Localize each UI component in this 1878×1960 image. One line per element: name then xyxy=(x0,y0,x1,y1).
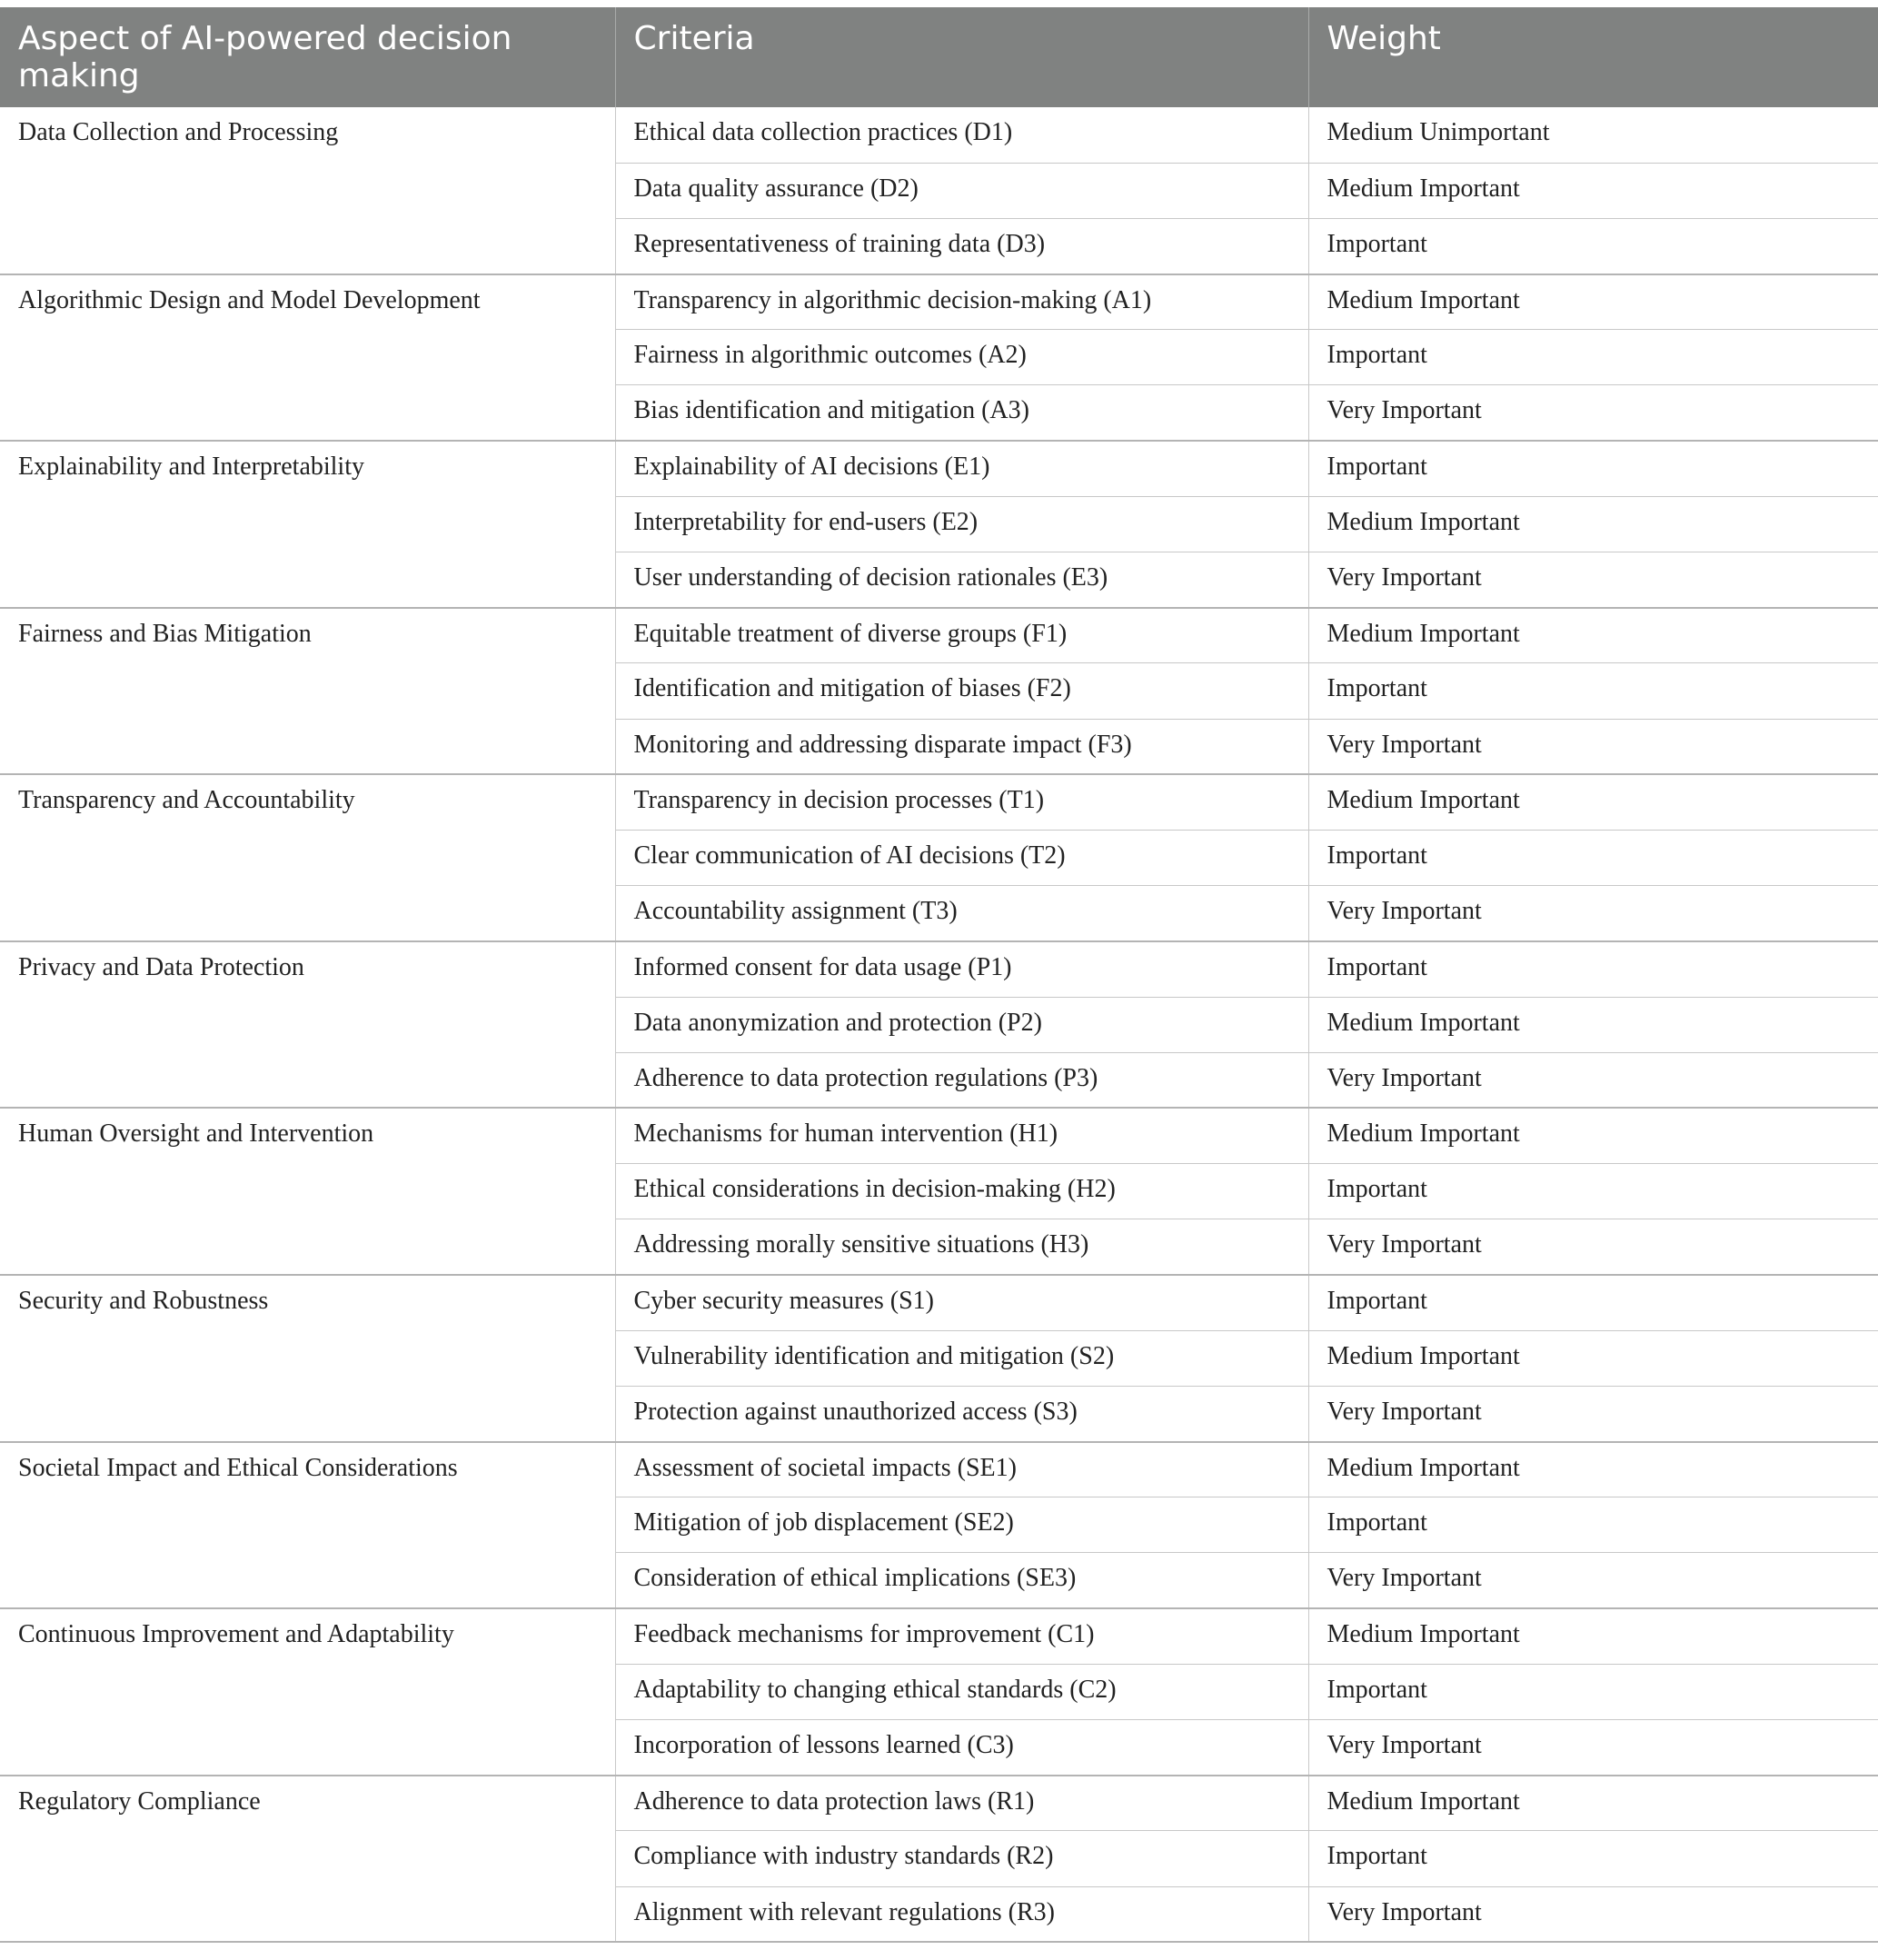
criteria-cell: Vulnerability identification and mitigation (S2) xyxy=(615,1330,1308,1386)
weight-cell: Medium Important xyxy=(1308,774,1878,830)
weight-cell: Very Important xyxy=(1308,1386,1878,1441)
criteria-cell: Clear communication of AI decisions (T2) xyxy=(615,830,1308,885)
weight-cell: Important xyxy=(1308,663,1878,719)
weight-cell: Important xyxy=(1308,1497,1878,1553)
table-row xyxy=(0,1275,1878,1330)
criteria-cell: Ethical data collection practices (D1) xyxy=(615,107,1308,163)
table-row xyxy=(0,274,1878,330)
aspect-cell: Security and Robustness xyxy=(0,1275,615,1442)
weight-cell: Important xyxy=(1308,941,1878,997)
criteria-cell: Informed consent for data usage (P1) xyxy=(615,941,1308,997)
criteria-cell: Assessment of societal impacts (SE1) xyxy=(615,1442,1308,1497)
weight-cell: Very Important xyxy=(1308,1719,1878,1775)
weight-cell: Very Important xyxy=(1308,552,1878,608)
criteria-cell: Fairness in algorithmic outcomes (A2) xyxy=(615,330,1308,385)
table-row xyxy=(0,1442,1878,1497)
aspect-cell: Algorithmic Design and Model Development xyxy=(0,274,615,442)
table-row xyxy=(0,1608,1878,1664)
aspect-cell: Continuous Improvement and Adaptability xyxy=(0,1608,615,1776)
weight-cell: Important xyxy=(1308,830,1878,885)
criteria-cell: Interpretability for end-users (E2) xyxy=(615,496,1308,552)
weight-cell: Medium Important xyxy=(1308,1776,1878,1831)
criteria-cell: Cyber security measures (S1) xyxy=(615,1275,1308,1330)
weight-cell: Very Important xyxy=(1308,1219,1878,1275)
criteria-cell: Mechanisms for human intervention (H1) xyxy=(615,1108,1308,1163)
weight-cell: Very Important xyxy=(1308,1886,1878,1942)
criteria-cell: Monitoring and addressing disparate impact (F3) xyxy=(615,719,1308,774)
criteria-cell: Adaptability to changing ethical standards (C2) xyxy=(615,1664,1308,1719)
aspect-cell: Explainability and Interpretability xyxy=(0,441,615,608)
aspect-cell: Data Collection and Processing xyxy=(0,107,615,274)
weight-cell: Very Important xyxy=(1308,1052,1878,1108)
criteria-cell: Alignment with relevant regulations (R3) xyxy=(615,1886,1308,1942)
weight-cell: Medium Important xyxy=(1308,163,1878,218)
weight-cell: Important xyxy=(1308,1664,1878,1719)
aspect-cell: Fairness and Bias Mitigation xyxy=(0,608,615,775)
header-criteria: Criteria xyxy=(615,7,1308,107)
criteria-cell: Representativeness of training data (D3) xyxy=(615,218,1308,274)
table-header xyxy=(0,7,1878,107)
weight-cell: Medium Important xyxy=(1308,608,1878,663)
criteria-cell: Identification and mitigation of biases (F2) xyxy=(615,663,1308,719)
weight-cell: Important xyxy=(1308,1164,1878,1219)
criteria-cell: Explainability of AI decisions (E1) xyxy=(615,441,1308,496)
weight-cell: Very Important xyxy=(1308,385,1878,441)
weight-cell: Medium Important xyxy=(1308,1330,1878,1386)
weight-cell: Important xyxy=(1308,441,1878,496)
table-row xyxy=(0,107,1878,163)
weight-cell: Important xyxy=(1308,218,1878,274)
weight-cell: Medium Unimportant xyxy=(1308,107,1878,163)
criteria-cell: Bias identification and mitigation (A3) xyxy=(615,385,1308,441)
criteria-cell: Equitable treatment of diverse groups (F1) xyxy=(615,608,1308,663)
weight-cell: Medium Important xyxy=(1308,997,1878,1052)
header-weight: Weight xyxy=(1308,7,1878,107)
weight-cell: Very Important xyxy=(1308,886,1878,941)
aspect-cell: Transparency and Accountability xyxy=(0,774,615,941)
criteria-weights-table xyxy=(0,7,1878,1943)
criteria-cell: Compliance with industry standards (R2) xyxy=(615,1831,1308,1886)
criteria-cell: Data quality assurance (D2) xyxy=(615,163,1308,218)
criteria-cell: Feedback mechanisms for improvement (C1) xyxy=(615,1608,1308,1664)
criteria-cell: Transparency in algorithmic decision-making (A1) xyxy=(615,274,1308,330)
aspect-cell: Regulatory Compliance xyxy=(0,1776,615,1943)
criteria-cell: Data anonymization and protection (P2) xyxy=(615,997,1308,1052)
aspect-cell: Privacy and Data Protection xyxy=(0,941,615,1109)
weight-cell: Medium Important xyxy=(1308,1608,1878,1664)
criteria-cell: Transparency in decision processes (T1) xyxy=(615,774,1308,830)
weight-cell: Important xyxy=(1308,1275,1878,1330)
aspect-cell: Human Oversight and Intervention xyxy=(0,1108,615,1275)
header-row xyxy=(0,7,1878,107)
table-row xyxy=(0,1776,1878,1831)
table-row xyxy=(0,941,1878,997)
table-row xyxy=(0,608,1878,663)
header-aspect: Aspect of AI-powered decision making xyxy=(0,7,615,107)
criteria-cell: Addressing morally sensitive situations (H3) xyxy=(615,1219,1308,1275)
criteria-cell: Ethical considerations in decision-making (H2) xyxy=(615,1164,1308,1219)
table-row xyxy=(0,774,1878,830)
table-body xyxy=(0,107,1878,1942)
weight-cell: Very Important xyxy=(1308,719,1878,774)
weight-cell: Important xyxy=(1308,330,1878,385)
criteria-cell: Adherence to data protection regulations (P3) xyxy=(615,1052,1308,1108)
weight-cell: Important xyxy=(1308,1831,1878,1886)
criteria-cell: Incorporation of lessons learned (C3) xyxy=(615,1719,1308,1775)
criteria-cell: User understanding of decision rationales (E3) xyxy=(615,552,1308,608)
table-row xyxy=(0,1108,1878,1163)
criteria-cell: Protection against unauthorized access (S3) xyxy=(615,1386,1308,1441)
criteria-cell: Consideration of ethical implications (SE3) xyxy=(615,1553,1308,1608)
weight-cell: Medium Important xyxy=(1308,496,1878,552)
criteria-cell: Accountability assignment (T3) xyxy=(615,886,1308,941)
weight-cell: Medium Important xyxy=(1308,1442,1878,1497)
aspect-cell: Societal Impact and Ethical Considerations xyxy=(0,1442,615,1609)
weight-cell: Medium Important xyxy=(1308,274,1878,330)
table-row xyxy=(0,441,1878,496)
criteria-cell: Mitigation of job displacement (SE2) xyxy=(615,1497,1308,1553)
weight-cell: Medium Important xyxy=(1308,1108,1878,1163)
weight-cell: Very Important xyxy=(1308,1553,1878,1608)
criteria-cell: Adherence to data protection laws (R1) xyxy=(615,1776,1308,1831)
